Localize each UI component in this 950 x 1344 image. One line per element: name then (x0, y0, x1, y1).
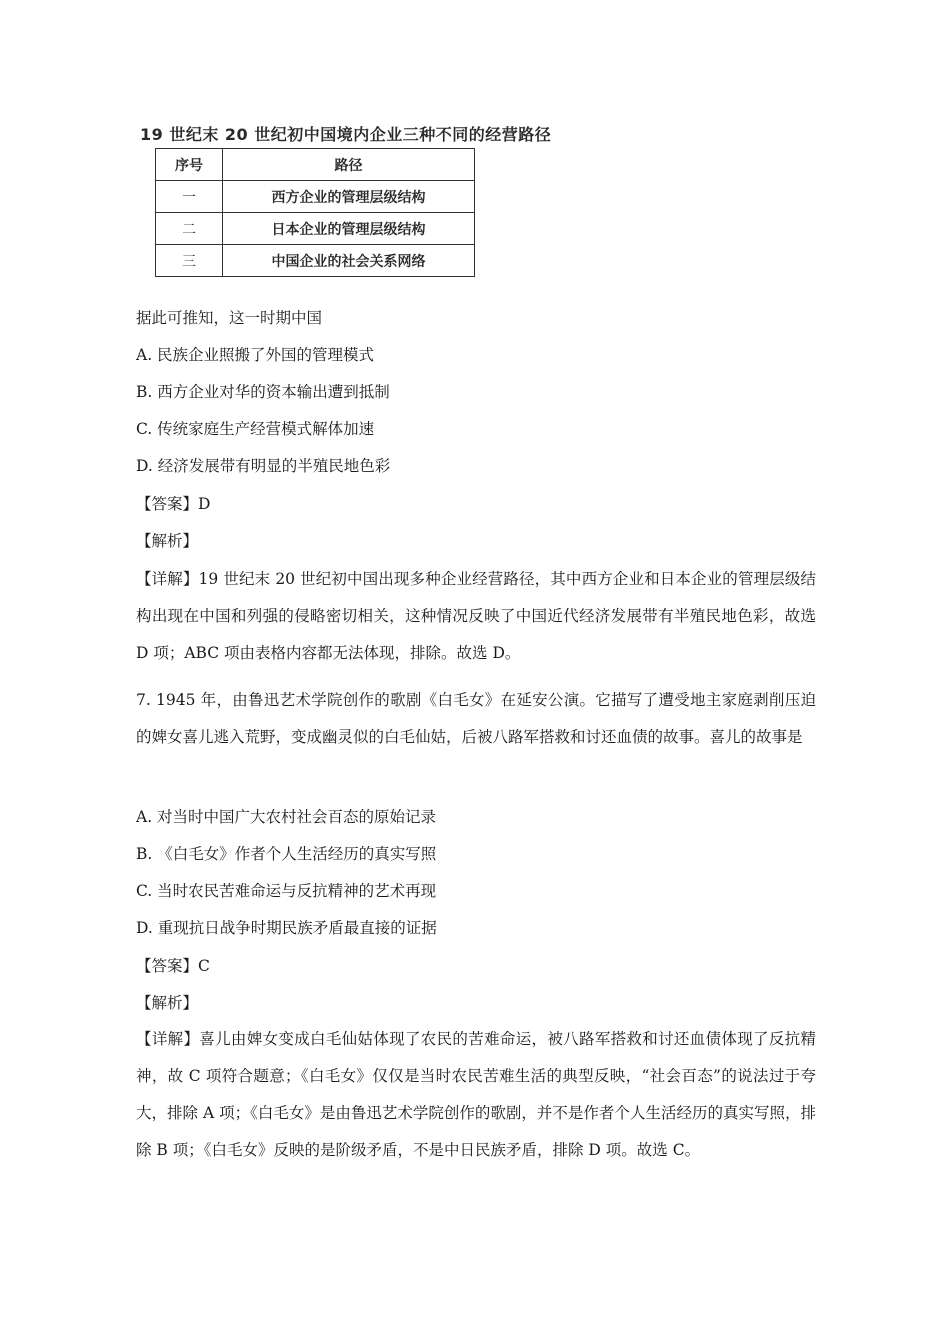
table-row (156, 181, 475, 213)
q6-option-d: D. 经济发展带有明显的半殖民地色彩 (136, 457, 391, 475)
table-header-row (156, 149, 475, 181)
q6-option-c: C. 传统家庭生产经营模式解体加速 (136, 420, 375, 438)
q7-option-c: C. 当时农民苦难命运与反抗精神的艺术再现 (136, 882, 437, 900)
table-row (156, 213, 475, 245)
q6-option-b: B. 西方企业对华的资本输出遭到抵制 (136, 383, 390, 401)
table-header-cell: 序号 (156, 149, 223, 181)
table-cell-path: 西方企业的管理层级结构 (223, 181, 475, 213)
paths-table (155, 148, 475, 277)
table-cell-number: 一 (156, 181, 223, 213)
q7-option-d: D. 重现抗日战争时期民族矛盾最直接的证据 (136, 919, 437, 937)
q7-stem: 7. 1945 年，由鲁迅艺术学院创作的歌剧《白毛女》在延安公演。它描写了遭受地主家庭剥削压迫的婢女喜儿逃入荒野，变成幽灵似的白毛仙姑，后被八路军搭救和讨还血债的故事。喜儿的故事是 (136, 691, 816, 746)
table-header-cell: 路径 (223, 149, 475, 181)
q6-answer: 【答案】D (136, 495, 211, 513)
table-caption: 19 世纪末 20 世纪初中国境内企业三种不同的经营路径 (140, 125, 552, 144)
table-cell-number: 三 (156, 245, 223, 277)
table-cell-number: 二 (156, 213, 223, 245)
q7-option-a: A. 对当时中国广大农村社会百态的原始记录 (136, 808, 437, 826)
q7-analysis-label: 【解析】 (136, 994, 199, 1012)
q6-analysis-label: 【解析】 (136, 532, 199, 550)
table-cell-path: 日本企业的管理层级结构 (223, 213, 475, 245)
table-cell-path: 中国企业的社会关系网络 (223, 245, 475, 277)
q7-option-b: B. 《白毛女》作者个人生活经历的真实写照 (136, 845, 437, 863)
q7-detail: 【详解】喜儿由婢女变成白毛仙姑体现了农民的苦难命运，被八路军搭救和讨还血债体现了反抗精神，故 C 项符合题意；《白毛女》仅仅是当时农民苦难生活的典型反映，“社会百态”的说法过于夸大，排除 A 项；《白毛女》是由鲁迅艺术学院创作的歌剧，并不是作者个人生活经历的真实写照，排除 B 项；《白毛女》反映的是阶级矛盾，不是中日民族矛盾，排除 D 项。故选 C。 (136, 1030, 816, 1159)
q7-answer: 【答案】C (136, 957, 210, 975)
q6-detail: 【详解】19 世纪末 20 世纪初中国出现多种企业经营路径，其中西方企业和日本企业的管理层级结构出现在中国和列强的侵略密切相关，这种情况反映了中国近代经济发展带有半殖民地色彩，故选 D 项；ABC 项由表格内容都无法体现，排除。故选 D。 (136, 570, 816, 662)
table-row (156, 245, 475, 277)
q6-stem: 据此可推知，这一时期中国 (136, 309, 323, 327)
q6-option-a: A. 民族企业照搬了外国的管理模式 (136, 346, 375, 364)
